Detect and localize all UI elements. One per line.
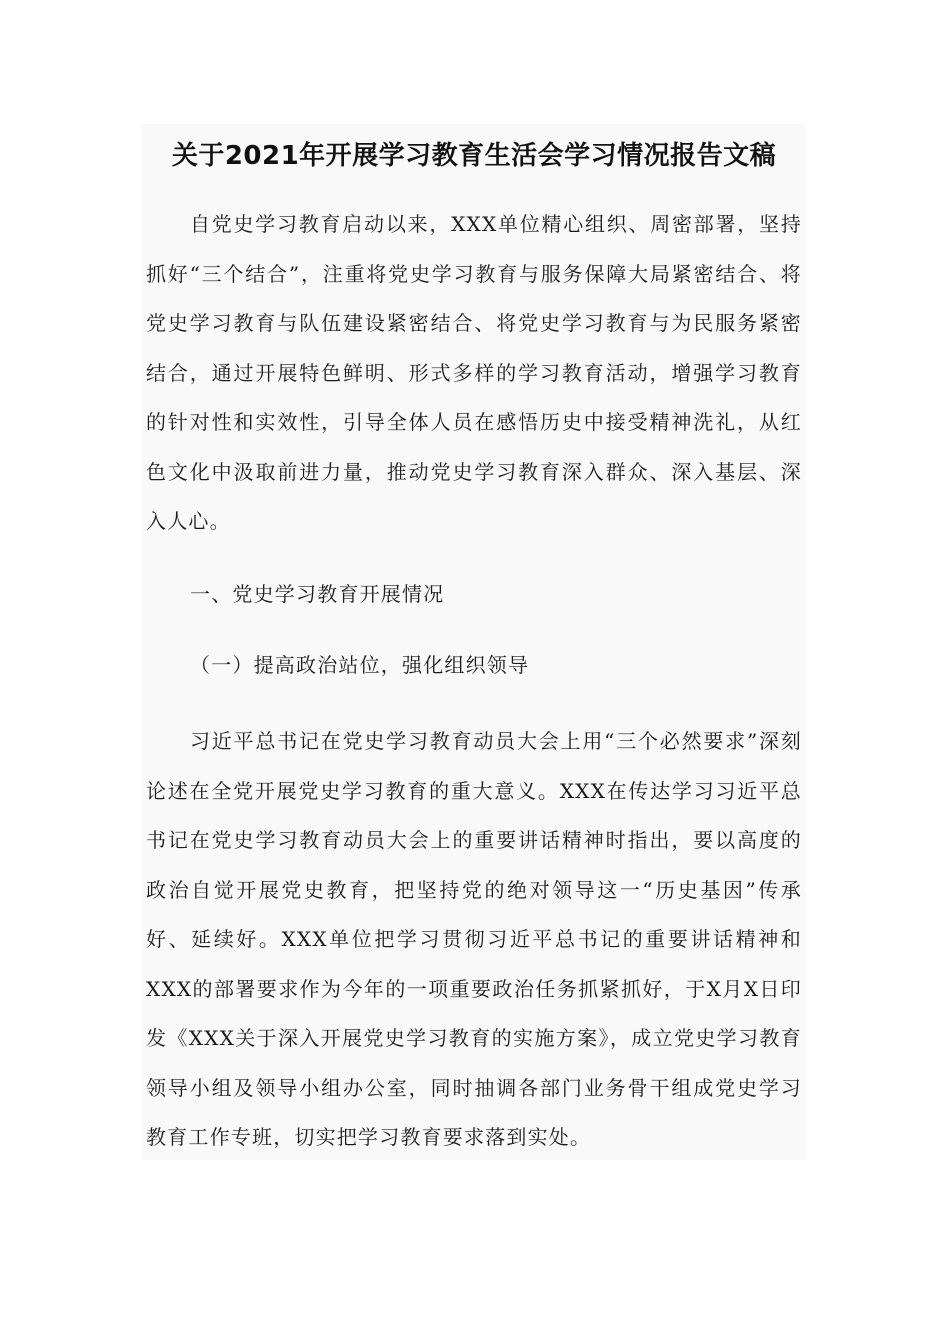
subsection-heading: （一）提高政治站位，强化组织领导 — [190, 653, 530, 677]
document-page — [142, 124, 806, 1160]
body-paragraph: 习近平总书记在党史学习教育动员大会上用“三个必然要求”深刻论述在全党开展党史学习教育的重大意义。XXX在传达学习习近平总书记在党史学习教育动员大会上的重要讲话精神时指出，要以高度的政治自觉开展党史教育，把坚持党的绝对领导这一“历史基因”传承好、延续好。XXX单位把学习贯彻习近平总书记的重要讲话精神和XXX的部署要求作为今年的一项重要政治任务抓紧抓好，于X月X日印发《XXX关于深入开展党史学习教育的实施方案》，成立党史学习教育领导小组及领导小组办公室，同时抽调各部门业务骨干组成党史学习教育工作专班，切实把学习教育要求落到实处。 — [146, 729, 802, 1149]
document-title: 关于2021年开展学习教育生活会学习情况报告文稿 — [171, 141, 777, 171]
intro-paragraph: 自党史学习教育启动以来，XXX单位精心组织、周密部署，坚持抓好“三个结合”，注重将党史学习教育与服务保障大局紧密结合、将党史学习教育与队伍建设紧密结合、将党史学习教育与为民服务紧密结合，通过开展特色鲜明、形式多样的学习教育活动，增强学习教育的针对性和实效性，引导全体人员在感悟历史中接受精神洗礼，从红色文化中汲取前进力量，推动党史学习教育深入群众、深入基层、深入人心。 — [146, 212, 802, 533]
section-heading: 一、党史学习教育开展情况 — [190, 582, 445, 606]
